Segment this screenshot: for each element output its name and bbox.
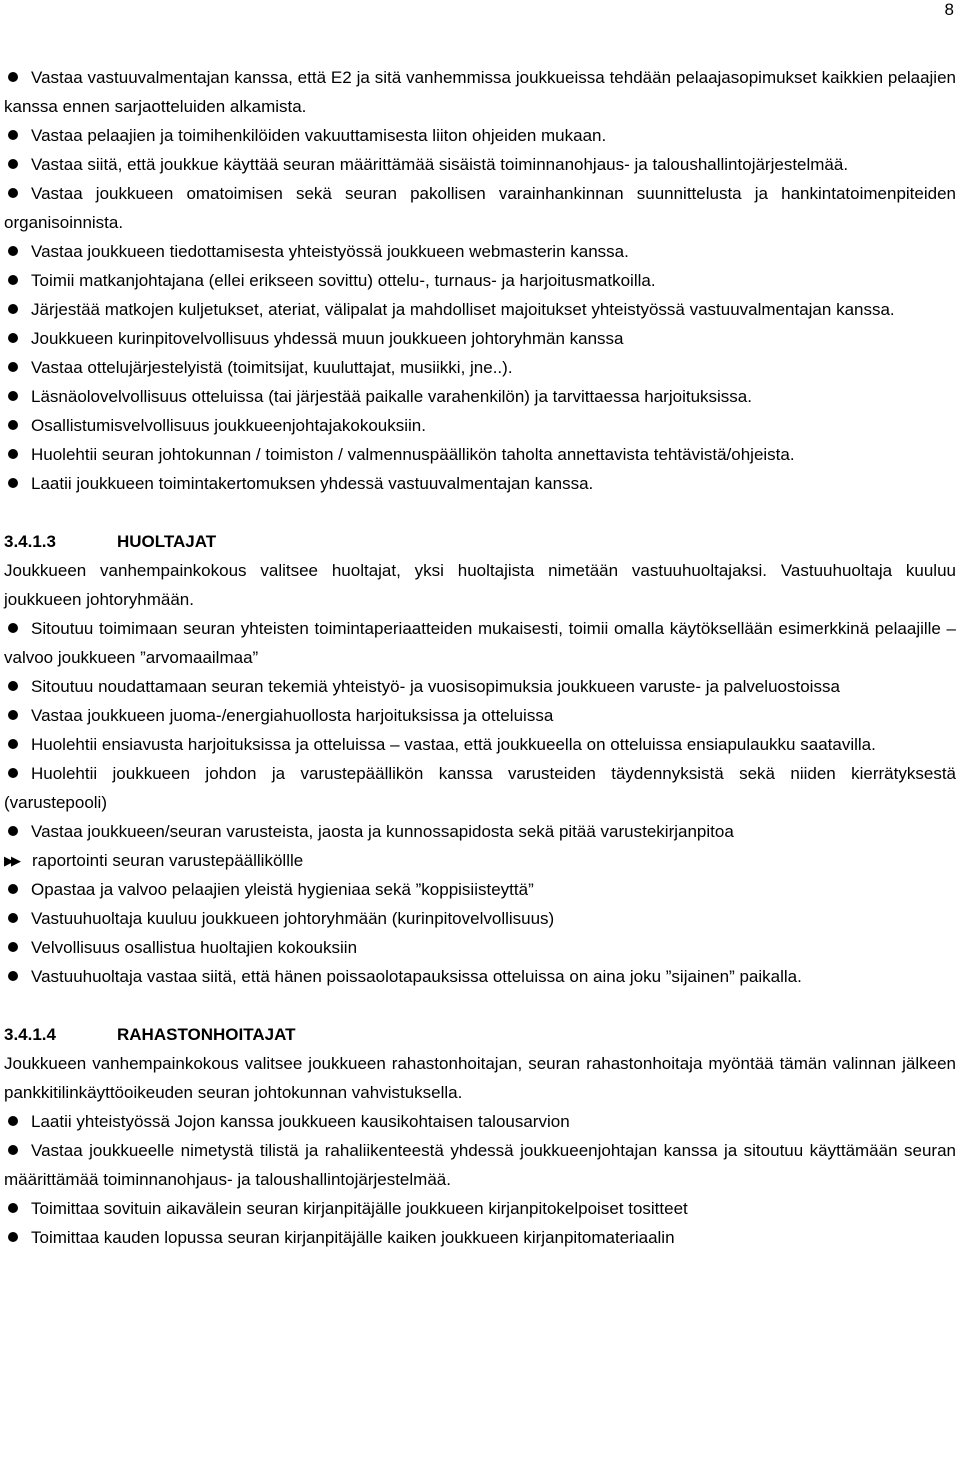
document-body bbox=[4, 63, 956, 1252]
bullet-dot-icon bbox=[8, 304, 18, 314]
list-item: Vastaa joukkueelle nimetystä tilistä ja rahaliikenteestä yhdessä joukkueenjohtajan kanssa ja sitoutuu käyttämään seuran määrittämää toiminnanohjaus- ja taloushallintojärjestelmää. bbox=[4, 1141, 956, 1189]
bullet-dot-icon bbox=[8, 275, 18, 285]
list-item: Toimittaa kauden lopussa seuran kirjanpitäjälle kaiken joukkueen kirjanpitomateriaalin bbox=[4, 1223, 956, 1252]
bullet-dot-icon bbox=[8, 768, 18, 778]
list-item: Toimii matkanjohtajana (ellei erikseen sovittu) ottelu-, turnaus- ja harjoitusmatkoilla. bbox=[4, 266, 956, 295]
list-item: Velvollisuus osallistua huoltajien kokouksiin bbox=[4, 933, 956, 962]
section-title: RAHASTONHOITAJAT bbox=[117, 1025, 296, 1044]
bullet-dot-icon bbox=[8, 826, 18, 836]
section-number: 3.4.1.4 bbox=[4, 1025, 56, 1044]
list-item: Huolehtii ensiavusta harjoituksissa ja otteluissa – vastaa, että joukkueella on otteluissa ensiapulaukku saatavilla. bbox=[4, 730, 956, 759]
section-rahastonhoitajat bbox=[4, 1020, 956, 1252]
section-bullets-jojo bbox=[4, 63, 956, 498]
list-item: Vastaa vastuuvalmentajan kanssa, että E2 ja sitä vanhemmissa joukkueissa tehdään pelaajasopimukset kaikkien pelaajien kanssa ennen sarjaotteluiden alkamista. bbox=[4, 68, 956, 116]
bullet-dot-icon bbox=[8, 130, 18, 140]
bullet-dot-icon bbox=[8, 333, 18, 343]
bullet-dot-icon bbox=[8, 913, 18, 923]
list-item: Vastaa joukkueen juoma-/energiahuollosta harjoituksissa ja otteluissa bbox=[4, 701, 956, 730]
bullet-dot-icon bbox=[8, 681, 18, 691]
double-arrow-icon: ▶▶ bbox=[4, 853, 18, 868]
list-item: Sitoutuu noudattamaan seuran tekemiä yhteistyö- ja vuosisopimuksia joukkueen varuste- ja palveluostoissa bbox=[4, 672, 956, 701]
bullet-dot-icon bbox=[8, 884, 18, 894]
bullet-dot-icon bbox=[8, 739, 18, 749]
list-item: ▶▶ raportointi seuran varustepäälliköllle bbox=[4, 846, 956, 875]
section-number: 3.4.1.3 bbox=[4, 532, 56, 551]
bullet-dot-icon bbox=[8, 942, 18, 952]
section-huoltajat bbox=[4, 527, 956, 991]
list-item: Vastaa siitä, että joukkue käyttää seuran määrittämää sisäistä toiminnanohjaus- ja taloushallintojärjestelmää. bbox=[4, 150, 956, 179]
section-intro: Joukkueen vanhempainkokous valitsee huoltajat, yksi huoltajista nimetään vastuuhuoltajaksi. Vastuuhuoltaja kuuluu joukkueen johtoryhmään. bbox=[4, 561, 956, 609]
list-item: Vastaa ottelujärjestelyistä (toimitsijat, kuuluttajat, musiikki, jne..). bbox=[4, 353, 956, 382]
list-item: Osallistumisvelvollisuus joukkueenjohtajakokouksiin. bbox=[4, 411, 956, 440]
bullet-dot-icon bbox=[8, 478, 18, 488]
list-item: Opastaa ja valvoo pelaajien yleistä hygieniaa sekä ”koppisiisteyttä” bbox=[4, 875, 956, 904]
section-title: HUOLTAJAT bbox=[117, 532, 217, 551]
bullet-dot-icon bbox=[8, 1116, 18, 1126]
bullet-dot-icon bbox=[8, 188, 18, 198]
section-intro: Joukkueen vanhempainkokous valitsee joukkueen rahastonhoitajan, seuran rahastonhoitaja myöntää tämän valinnan jälkeen pankkitilinkäyttöoikeuden seuran johtokunnan vahvistuksella. bbox=[4, 1054, 956, 1102]
bullet-dot-icon bbox=[8, 971, 18, 981]
list-item: Huolehtii joukkueen johdon ja varustepäällikön kanssa varusteiden täydennyksistä sekä niiden kierrätyksestä (varustepooli) bbox=[4, 764, 956, 812]
bullet-dot-icon bbox=[8, 1203, 18, 1213]
list-item: Vastaa joukkueen omatoimisen sekä seuran pakollisen varainhankinnan suunnittelusta ja hankintatoimenpiteiden organisoinnista. bbox=[4, 184, 956, 232]
list-item: Vastaa pelaajien ja toimihenkilöiden vakuuttamisesta liiton ohjeiden mukaan. bbox=[4, 121, 956, 150]
section-heading bbox=[4, 1020, 956, 1049]
bullet-dot-icon bbox=[8, 159, 18, 169]
bullet-dot-icon bbox=[8, 1145, 18, 1155]
bullet-dot-icon bbox=[8, 623, 18, 633]
list-item: Vastuuhuoltaja kuuluu joukkueen johtoryhmään (kurinpitovelvollisuus) bbox=[4, 904, 956, 933]
list-item: Toimittaa sovituin aikavälein seuran kirjanpitäjälle joukkueen kirjanpitokelpoiset tositteet bbox=[4, 1194, 956, 1223]
section-heading bbox=[4, 527, 956, 556]
list-item: Läsnäolovelvollisuus otteluissa (tai järjestää paikalle varahenkilön) ja tarvittaessa harjoituksissa. bbox=[4, 382, 956, 411]
page-number: 8 bbox=[944, 0, 954, 19]
list-item: Vastaa joukkueen tiedottamisesta yhteistyössä joukkueen webmasterin kanssa. bbox=[4, 237, 956, 266]
bullet-dot-icon bbox=[8, 391, 18, 401]
bullet-dot-icon bbox=[8, 420, 18, 430]
bullet-dot-icon bbox=[8, 449, 18, 459]
list-item: Joukkueen kurinpitovelvollisuus yhdessä muun joukkueen johtoryhmän kanssa bbox=[4, 324, 956, 353]
bullet-dot-icon bbox=[8, 72, 18, 82]
bullet-dot-icon bbox=[8, 362, 18, 372]
bullet-dot-icon bbox=[8, 1232, 18, 1242]
list-item: Vastuuhuoltaja vastaa siitä, että hänen poissaolotapauksissa otteluissa on aina joku ”sijainen” paikalla. bbox=[4, 962, 956, 991]
bullet-dot-icon bbox=[8, 710, 18, 720]
list-item: Laatii joukkueen toimintakertomuksen yhdessä vastuuvalmentajan kanssa. bbox=[4, 469, 956, 498]
list-item: Laatii yhteistyössä Jojon kanssa joukkueen kausikohtaisen talousarvion bbox=[4, 1107, 956, 1136]
list-item: Vastaa joukkueen/seuran varusteista, jaosta ja kunnossapidosta sekä pitää varustekirjanpitoa bbox=[4, 817, 956, 846]
bullet-dot-icon bbox=[8, 246, 18, 256]
list-item: Huolehtii seuran johtokunnan / toimiston / valmennuspäällikön taholta annettavista tehtävistä/ohjeista. bbox=[4, 440, 956, 469]
list-item: Sitoutuu toimimaan seuran yhteisten toimintaperiaatteiden mukaisesti, toimii omalla käytöksellään esimerkkinä pelaajille – valvoo joukkueen ”arvomaailmaa” bbox=[4, 619, 956, 667]
list-item: Järjestää matkojen kuljetukset, ateriat, välipalat ja mahdolliset majoitukset yhteistyössä vastuuvalmentajan kanssa. bbox=[4, 295, 956, 324]
